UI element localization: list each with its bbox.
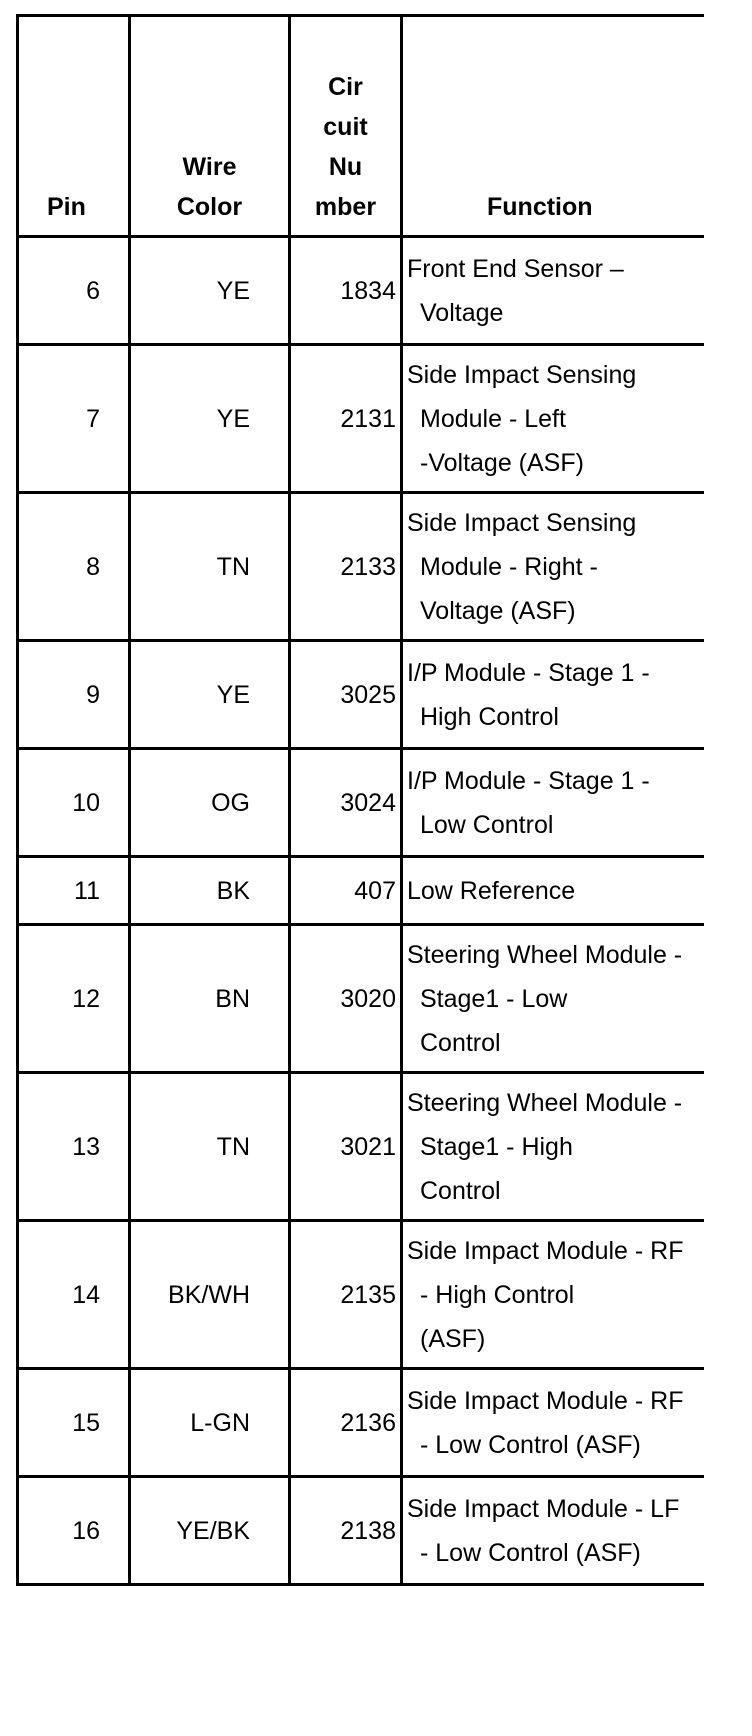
header-line: Nu — [328, 153, 363, 181]
function-line: Steering Wheel Module - — [407, 940, 683, 969]
function-line: Side Impact Module - LF — [407, 1494, 680, 1523]
wire-color-cell: L-GN — [130, 1369, 290, 1477]
circuit-number-cell: 2136 — [290, 1369, 402, 1477]
circuit-number-cell: 3020 — [290, 925, 402, 1073]
circuit-number-cell: 1834 — [290, 237, 402, 345]
wire-color-cell: YE — [130, 237, 290, 345]
wire-color-cell: TN — [130, 1073, 290, 1221]
header-line: mber — [314, 193, 377, 221]
table-row — [18, 641, 705, 749]
function-cell — [402, 925, 705, 1073]
function-line: High Control — [420, 702, 559, 731]
function-line: - Low Control (ASF) — [420, 1430, 641, 1459]
circuit-number-cell: 3021 — [290, 1073, 402, 1221]
table-row — [18, 493, 705, 641]
header-line: Pin — [47, 193, 86, 221]
function-line: Side Impact Sensing — [407, 360, 637, 389]
pin-cell: 16 — [18, 1477, 130, 1585]
table-body — [18, 237, 705, 1585]
function-line: Stage1 - Low — [420, 984, 568, 1013]
circuit-number-cell: 2138 — [290, 1477, 402, 1585]
pin-cell: 11 — [18, 857, 130, 925]
pin-cell: 12 — [18, 925, 130, 1073]
circuit-number-cell: 3025 — [290, 641, 402, 749]
pin-cell: 9 — [18, 641, 130, 749]
function-line: -Voltage (ASF) — [420, 448, 584, 477]
wire-color-cell: TN — [130, 493, 290, 641]
pin-cell: 10 — [18, 749, 130, 857]
function-line: Module - Left — [420, 404, 566, 433]
wire-color-cell: YE — [130, 345, 290, 493]
function-line: - High Control — [420, 1280, 575, 1309]
function-line: Steering Wheel Module - — [407, 1088, 683, 1117]
table-row — [18, 1477, 705, 1585]
header-line: Color — [176, 193, 243, 221]
header-line: Function — [487, 193, 593, 221]
function-cell — [402, 1073, 705, 1221]
function-line: Control — [420, 1176, 501, 1205]
wire-color-cell: OG — [130, 749, 290, 857]
wire-color-cell: BN — [130, 925, 290, 1073]
pin-cell: 8 — [18, 493, 130, 641]
function-line: Side Impact Sensing — [407, 508, 637, 537]
pin-cell: 13 — [18, 1073, 130, 1221]
connector-pinout-table — [16, 14, 704, 1586]
wire-color-cell: BK/WH — [130, 1221, 290, 1369]
function-cell — [402, 237, 705, 345]
header-row — [18, 16, 705, 237]
pin-cell: 14 — [18, 1221, 130, 1369]
table-row — [18, 749, 705, 857]
function-line: Stage1 - High — [420, 1132, 573, 1161]
header-line: cuit — [323, 113, 368, 141]
function-cell — [402, 1477, 705, 1585]
function-cell — [402, 641, 705, 749]
header-line: Cir — [328, 73, 363, 101]
table-row — [18, 1369, 705, 1477]
table-row — [18, 925, 705, 1073]
wire-color-cell: YE — [130, 641, 290, 749]
wire-color-header — [130, 16, 290, 237]
connector-pinout-table-wrapper — [16, 14, 704, 1586]
function-header — [402, 16, 705, 237]
wire-color-cell: BK — [130, 857, 290, 925]
function-line: Side Impact Module - RF — [407, 1386, 684, 1415]
function-line: Low Control — [420, 810, 554, 839]
function-line: Control — [420, 1028, 501, 1057]
function-cell — [402, 1221, 705, 1369]
table-row — [18, 237, 705, 345]
function-cell — [402, 345, 705, 493]
function-line: Low Reference — [407, 876, 576, 905]
function-line: I/P Module - Stage 1 - — [407, 658, 650, 687]
pin-cell: 15 — [18, 1369, 130, 1477]
pin-cell: 6 — [18, 237, 130, 345]
circuit-number-cell: 2135 — [290, 1221, 402, 1369]
function-line: I/P Module - Stage 1 - — [407, 766, 650, 795]
pin-header — [18, 16, 130, 237]
table-row — [18, 1221, 705, 1369]
header-line: Wire — [182, 153, 237, 181]
function-line: Voltage (ASF) — [420, 596, 576, 625]
function-line: - Low Control (ASF) — [420, 1538, 641, 1567]
function-line: Voltage — [420, 298, 504, 327]
circuit-number-cell: 2131 — [290, 345, 402, 493]
function-cell — [402, 493, 705, 641]
function-line: (ASF) — [420, 1324, 486, 1353]
function-cell — [402, 749, 705, 857]
circuit-number-header — [290, 16, 402, 237]
wire-color-cell: YE/BK — [130, 1477, 290, 1585]
table-row — [18, 857, 705, 925]
function-line: Front End Sensor – — [407, 254, 624, 283]
function-cell — [402, 857, 705, 925]
function-cell — [402, 1369, 705, 1477]
pin-cell: 7 — [18, 345, 130, 493]
table-row — [18, 345, 705, 493]
function-line: Side Impact Module - RF — [407, 1236, 684, 1265]
circuit-number-cell: 3024 — [290, 749, 402, 857]
function-line: Module - Right - — [420, 552, 598, 581]
circuit-number-cell: 2133 — [290, 493, 402, 641]
table-row — [18, 1073, 705, 1221]
circuit-number-cell: 407 — [290, 857, 402, 925]
